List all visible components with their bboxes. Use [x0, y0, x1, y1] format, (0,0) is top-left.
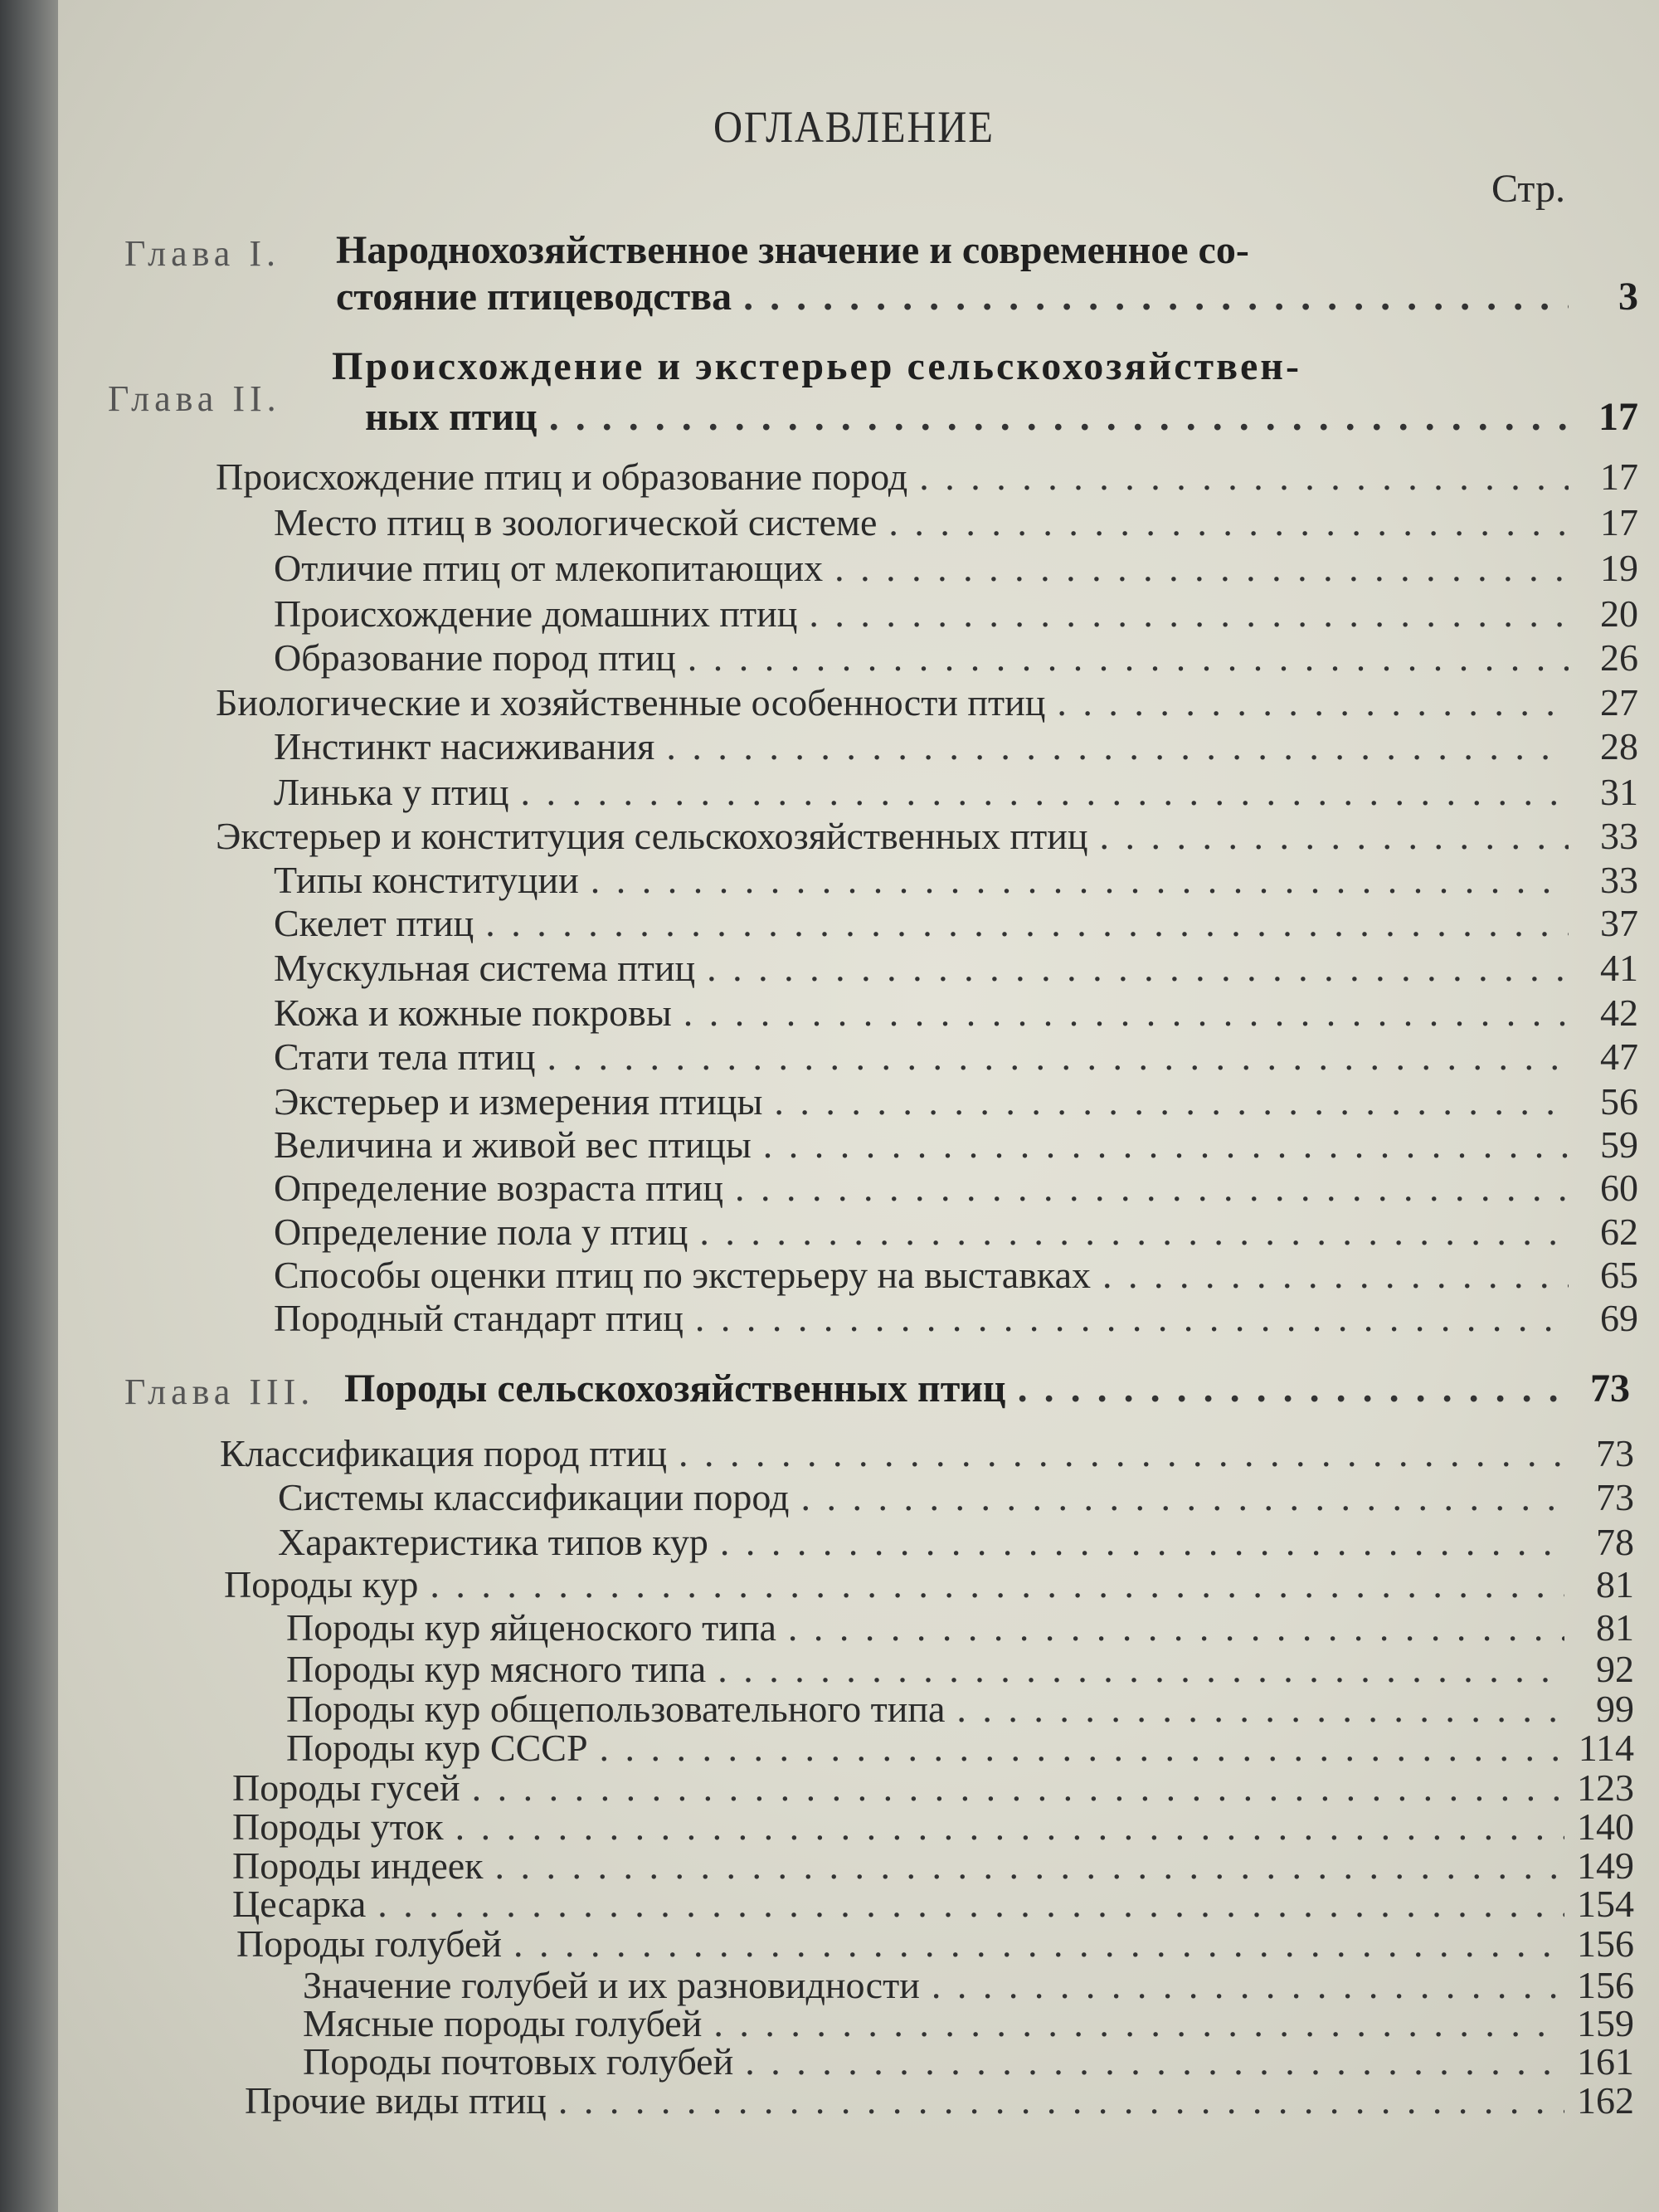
toc-entry: Породы уток . . . 140 — [232, 1805, 1634, 1849]
toc-entry: Биологические и хозяйственные особенности птиц . . . 27 — [216, 680, 1638, 724]
chapter-3-title-text: Породы сельскохозяйственных птиц — [344, 1367, 1006, 1411]
book-page — [58, 0, 1659, 2212]
chapter-1-title-text: стояние птицеводства — [336, 275, 732, 319]
dot-leader — [743, 274, 1569, 319]
toc-entry: Место птиц в зоологической системе . . . 17 — [274, 500, 1638, 544]
toc-entry: Кожа и кожные покровы . . . 42 — [274, 991, 1638, 1035]
toc-entry: Породы кур общепользовательного типа . . . 99 — [286, 1687, 1634, 1731]
toc-entry: Породы гусей . . . 123 — [232, 1766, 1634, 1810]
toc-entry: Определение пола у птиц . . . 62 — [274, 1210, 1638, 1254]
chapter-1-title-line2 — [336, 274, 1638, 319]
chapter-3-title — [344, 1366, 1630, 1411]
toc-entry: Линька у птиц . . . 31 — [274, 770, 1638, 814]
chapter-2-title-line1: Происхождение и экстерьер сельскохозяйствен- — [332, 344, 1301, 388]
chapter-2-page: 17 — [1598, 395, 1638, 439]
toc-entry: Отличие птиц от млекопитающих . . . 19 — [274, 546, 1638, 590]
toc-entry: Скелет птиц . . . 37 — [274, 901, 1638, 945]
toc-entry: Породы голубей . . . 156 — [236, 1922, 1634, 1966]
dot-leader — [1018, 1366, 1560, 1411]
toc-entry: Экстерьер и измерения птицы . . . 56 — [274, 1079, 1638, 1123]
toc-entry: Породный стандарт птиц . . . 69 — [274, 1296, 1638, 1340]
chapter-3-label: Глава III. — [124, 1372, 315, 1412]
toc-entry: Происхождение домашних птиц . . . 20 — [274, 592, 1638, 636]
toc-entry: Значение голубей и их разновидности . . . 156 — [303, 1963, 1634, 2007]
chapter-2-title-text: ных птиц — [365, 395, 538, 439]
toc-entry: Инстинкт насиживания . . . 28 — [274, 724, 1638, 768]
page-edge-shadow — [0, 0, 58, 2212]
toc-entry: Мясные породы голубей . . . 159 — [303, 2001, 1634, 2045]
toc-entry: Определение возраста птиц . . . 60 — [274, 1166, 1638, 1210]
chapter-2-title-line2 — [365, 394, 1638, 440]
page-column-label: Стр. — [1491, 167, 1565, 211]
toc-entry: Классификация пород птиц . . . 73 — [220, 1431, 1634, 1475]
toc-entry: Породы кур яйценоского типа . . . 81 — [286, 1605, 1634, 1649]
toc-entry: Величина и живой вес птицы . . . 59 — [274, 1123, 1638, 1167]
toc-entry: Стати тела птиц . . . 47 — [274, 1035, 1638, 1079]
toc-entry: Прочие виды птиц . . . 162 — [245, 2078, 1634, 2122]
dot-leader — [549, 394, 1569, 440]
toc-entry: Породы кур . . . 81 — [224, 1562, 1634, 1606]
toc-entry: Образование пород птиц . . . 26 — [274, 636, 1638, 680]
chapter-1-label: Глава I. — [124, 233, 280, 274]
toc-entry: Породы почтовых голубей . . . 161 — [303, 2039, 1634, 2083]
toc-entry: Мускульная система птиц . . . 41 — [274, 946, 1638, 990]
toc-entry: Породы кур СССР . . . 114 — [286, 1726, 1634, 1770]
toc-title: ОГЛАВЛЕНИЕ — [713, 102, 995, 152]
chapter-1-title-line1: Народнохозяйственное значение и современное со- — [336, 228, 1249, 272]
toc-entry: Цесарка . . . 154 — [232, 1882, 1634, 1926]
toc-entry: Характеристика типов кур . . . 78 — [278, 1520, 1634, 1564]
chapter-3-page: 73 — [1590, 1367, 1630, 1411]
toc-entry: Системы классификации пород . . . 73 — [278, 1475, 1634, 1519]
toc-entry: Способы оценки птиц по экстерьеру на выставках . . . 65 — [274, 1253, 1638, 1297]
toc-entry: Происхождение птиц и образование пород . . . 17 — [216, 455, 1638, 499]
toc-entry: Породы индеек . . . 149 — [232, 1844, 1634, 1888]
chapter-2-label: Глава II. — [108, 378, 281, 419]
chapter-1-page: 3 — [1618, 275, 1638, 319]
toc-entry: Породы кур мясного типа . . . 92 — [286, 1647, 1634, 1691]
toc-entry: Типы конституции . . . 33 — [274, 858, 1638, 902]
toc-entry: Экстерьер и конституция сельскохозяйственных птиц . . . 33 — [216, 814, 1638, 858]
